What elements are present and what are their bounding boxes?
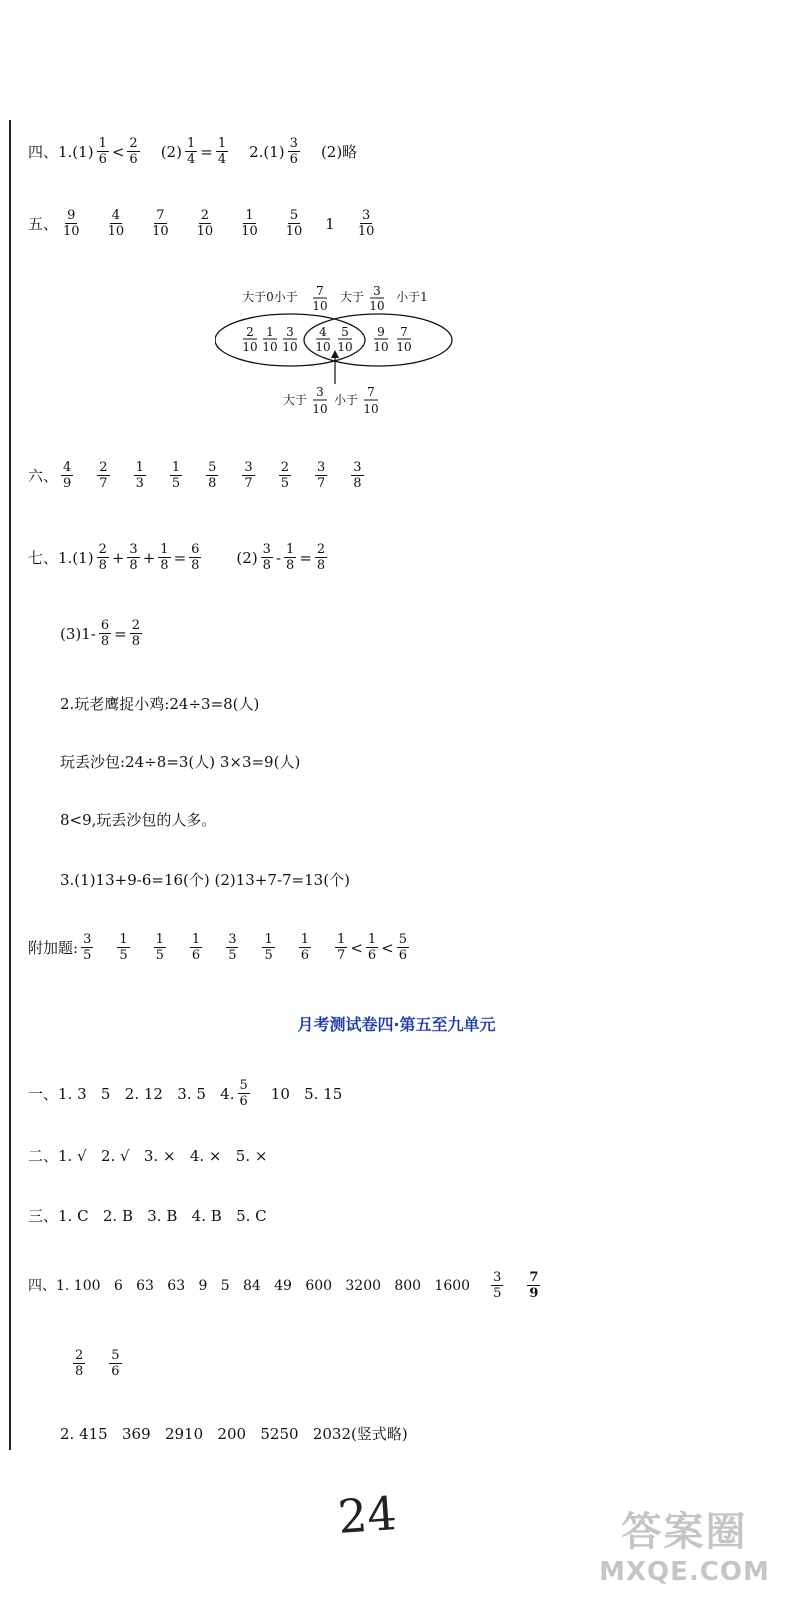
venn-item-den: 10 (373, 340, 389, 354)
section-label: 附加题: (28, 938, 79, 957)
answer-line-7-2c: 8<9,玩丢沙包的人多。 (60, 811, 217, 829)
fraction: $\frac{7}{10}$ (152, 208, 169, 239)
answer-line-7-2a: 2.玩老鹰捉小鸡:24÷3=8(人) (60, 695, 260, 713)
venn-bottom-den1: 10 (312, 402, 328, 416)
operator: = (173, 548, 187, 567)
answer-line-section-4 (28, 136, 357, 167)
venn-left-label-den: 10 (312, 299, 328, 313)
fraction: $\frac{9}{10}$ (63, 208, 80, 239)
answer-text: 10 5. 15 (270, 1084, 343, 1103)
fraction: $\frac{3}{5}$ (493, 1270, 502, 1301)
fraction: $\frac{1}{10}$ (241, 208, 258, 239)
venn-item-num: 4 (319, 325, 327, 339)
binding-margin-line (9, 120, 11, 1450)
operator: < (381, 938, 394, 957)
fraction: $\frac{1}{8}$ (286, 542, 295, 573)
fraction: $\frac{5}{8}$ (208, 460, 217, 491)
fraction: $\frac{3}{5}$ (83, 932, 92, 963)
venn-bottom-label: 大于 (282, 393, 308, 407)
venn-item-num: 2 (246, 325, 254, 339)
answer-line-section-7-3 (60, 618, 145, 649)
venn-bottom-mid: 小于 (333, 393, 359, 407)
venn-diagram (215, 280, 465, 420)
operator: - (275, 548, 282, 567)
venn-right-label-den: 10 (369, 299, 385, 313)
operator: + (111, 548, 125, 567)
fraction: $\frac{5}{6}$ (239, 1078, 248, 1109)
venn-item-den: 10 (315, 340, 331, 354)
fraction: $\frac{3}{8}$ (353, 460, 362, 491)
fraction: $\frac{3}{10}$ (357, 208, 375, 239)
fraction: $\frac{2}{8}$ (75, 1348, 84, 1379)
venn-item-num: 1 (266, 325, 274, 339)
watermark-line1: 答案圈 (621, 1509, 748, 1555)
fraction: $\frac{1}{6}$ (98, 136, 107, 167)
operator: < (350, 938, 363, 957)
venn-bottom-num2: 7 (367, 385, 375, 399)
answer-number: 1 (325, 214, 335, 233)
answer-text: 一、1. 3 5 2. 12 3. 5 4. (28, 1084, 235, 1103)
fraction: $\frac{3}{8}$ (262, 542, 271, 573)
answer-line-section-5 (28, 208, 379, 239)
answer-line-t4 (28, 1270, 543, 1301)
item-label: 2.(1) (249, 142, 285, 161)
fraction: $\frac{2}{7}$ (99, 460, 108, 491)
answer-line-t4-2: 2. 415 369 2910 200 5250 2032(竖式略) (60, 1425, 408, 1443)
fraction: $\frac{2}{6}$ (129, 136, 138, 167)
answer-text: 四、1. 100 6 63 63 9 5 84 49 600 3200 800 1600 (28, 1277, 471, 1294)
answer-line-section-6 (28, 460, 367, 491)
fraction: $\frac{3}{8}$ (129, 542, 138, 573)
item-label: (2) (236, 548, 258, 567)
fraction: $\frac{7}{9}$ (529, 1270, 539, 1301)
fraction: $\frac{4}{9}$ (63, 460, 72, 491)
operator: = (200, 142, 213, 161)
section-label: 四、1.(1) (28, 142, 94, 161)
fraction: $\frac{2}{8}$ (316, 542, 326, 573)
fraction: $\frac{3}{7}$ (244, 460, 253, 491)
answer-line-section-7-1 (28, 542, 330, 573)
operator: < (111, 142, 125, 161)
fraction: $\frac{3}{5}$ (228, 932, 237, 963)
operator: = (299, 548, 312, 567)
fraction: $\frac{1}{4}$ (217, 136, 227, 167)
fraction: $\frac{1}{6}$ (367, 932, 377, 963)
answer-text: (2)略 (320, 142, 358, 161)
venn-left-label-num: 7 (316, 284, 324, 298)
venn-left-label: 大于0小于 (242, 290, 298, 304)
venn-item-num: 3 (286, 325, 294, 339)
answer-line-t3: 三、1. C 2. B 3. B 4. B 5. C (28, 1207, 267, 1225)
fraction: $\frac{1}{5}$ (119, 932, 128, 963)
answer-line-extra (28, 932, 412, 963)
venn-right-label-num: 3 (373, 284, 381, 298)
fraction: $\frac{1}{5}$ (155, 932, 164, 963)
fraction: $\frac{1}{5}$ (264, 932, 273, 963)
fraction: $\frac{6}{8}$ (100, 618, 110, 649)
answer-line-7-2b: 玩丢沙包:24÷8=3(人) 3×3=9(人) (60, 753, 301, 771)
fraction: $\frac{1}{5}$ (171, 460, 181, 491)
venn-item-den: 10 (242, 340, 258, 354)
venn-item-num: 7 (400, 325, 408, 339)
fraction: $\frac{3}{6}$ (289, 136, 298, 167)
operator: + (142, 548, 156, 567)
venn-right-label-post: 小于1 (396, 290, 428, 304)
section-title: 月考测试卷四·第五至九单元 (297, 1015, 496, 1034)
venn-item-num: 5 (341, 325, 349, 339)
fraction: $\frac{2}{5}$ (280, 460, 289, 491)
fraction: $\frac{5}{10}$ (285, 208, 303, 239)
venn-item-num: 9 (377, 325, 385, 339)
section-label: 六、 (28, 466, 59, 485)
answer-line-7-3: 3.(1)13+9-6=16(个) (2)13+7-7=13(个) (60, 871, 350, 889)
answer-line-t1 (28, 1078, 342, 1109)
fraction: $\frac{3}{7}$ (316, 460, 326, 491)
fraction: $\frac{1}{3}$ (135, 460, 144, 491)
venn-bottom-num1: 3 (316, 385, 324, 399)
venn-bottom-den2: 10 (363, 402, 379, 416)
venn-item-den: 10 (262, 340, 278, 354)
fraction: $\frac{5}{6}$ (111, 1348, 120, 1379)
fraction: $\frac{1}{6}$ (300, 932, 310, 963)
section-label: 七、1.(1) (28, 548, 94, 567)
fraction: $\frac{5}{6}$ (398, 932, 408, 963)
watermark (582, 1500, 787, 1587)
fraction: $\frac{1}{4}$ (186, 136, 196, 167)
fraction: $\frac{2}{8}$ (131, 618, 140, 649)
fraction: $\frac{2}{8}$ (98, 542, 107, 573)
fraction: $\frac{4}{10}$ (107, 208, 125, 239)
venn-item-den: 10 (282, 340, 298, 354)
fraction: $\frac{1}{6}$ (191, 932, 201, 963)
venn-item-den: 10 (396, 340, 412, 354)
venn-item-den: 10 (337, 340, 353, 354)
fraction: $\frac{1}{8}$ (160, 542, 169, 573)
answer-line-t4-cont (70, 1348, 125, 1379)
watermark-line2: MXQE.COM (599, 1557, 770, 1587)
item-label: (3)1- (60, 624, 96, 643)
item-label: (2) (160, 142, 182, 161)
fraction: $\frac{2}{10}$ (196, 208, 214, 239)
section-label: 五、 (28, 214, 59, 233)
answer-line-t2: 二、1. √ 2. √ 3. × 4. × 5. × (28, 1147, 268, 1165)
operator: = (114, 624, 127, 643)
page-number: 24 (336, 1486, 399, 1544)
venn-right-label: 大于 (339, 290, 365, 304)
fraction: $\frac{6}{8}$ (191, 542, 200, 573)
fraction: $\frac{1}{7}$ (337, 932, 346, 963)
